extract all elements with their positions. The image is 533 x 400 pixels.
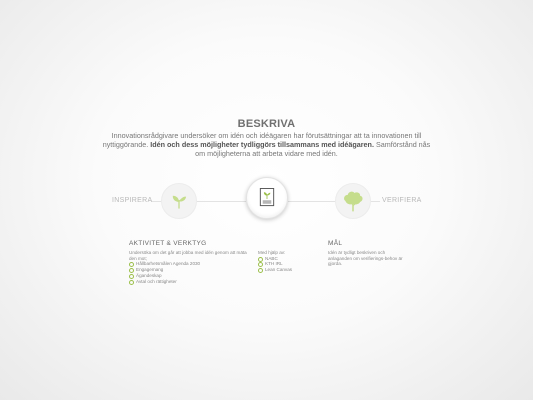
bullet-circle-icon bbox=[258, 268, 263, 273]
activity-heading: AKTIVITET & VERKTYG bbox=[129, 240, 207, 247]
list-item-label: Lean Canvas bbox=[265, 267, 293, 273]
step-label-inspirera: INSPIRERA bbox=[112, 197, 153, 204]
step-verifiera[interactable] bbox=[335, 183, 371, 219]
bullet-circle-icon bbox=[129, 280, 134, 285]
intro-paragraph bbox=[100, 131, 433, 158]
activity-list bbox=[129, 261, 247, 284]
step-label-verifiera: VERIFIERA bbox=[382, 197, 422, 204]
goal-column bbox=[328, 240, 408, 267]
activity-column bbox=[129, 240, 247, 284]
list-item-label: KTH IRL bbox=[265, 261, 283, 267]
list-item-label: Hållbarhetsmålen Agenda 2030 bbox=[136, 261, 201, 267]
step-beskriva[interactable] bbox=[246, 177, 288, 219]
help-column bbox=[258, 250, 318, 273]
connector-line bbox=[197, 201, 246, 202]
list-item-label: Engagemang bbox=[136, 266, 164, 272]
document-sprout-icon bbox=[247, 178, 287, 218]
sprout-icon bbox=[162, 184, 196, 218]
intro-text-before: Innovationsrådgivare undersöker om idén och idéägaren har förutsättningar att ta innovationen till nyttiggörande. bbox=[102, 131, 422, 149]
list-item bbox=[129, 279, 247, 285]
connector-line bbox=[288, 201, 335, 202]
step-inspirera[interactable] bbox=[161, 183, 197, 219]
goal-text: Idén är tydligt beskriven och anlaganden om verifierings-behov är gjorda. bbox=[328, 250, 403, 267]
list-item-label: Avtal och rättigheter bbox=[136, 278, 177, 284]
list-item bbox=[258, 267, 318, 273]
list-item-label: Ägandeskap bbox=[136, 272, 162, 278]
goal-heading: MÅL bbox=[328, 240, 343, 247]
intro-text-after: Samförstånd nås om möjligheterna att arbeta vidare med idén. bbox=[195, 140, 431, 158]
activity-text: Undersöka om det går att jobba med idén genom att mäta den mot; bbox=[129, 250, 247, 261]
help-list bbox=[258, 256, 318, 273]
connector-line bbox=[152, 201, 161, 202]
tree-icon bbox=[336, 184, 370, 218]
intro-bold-text: Idén och dess möjligheter tydliggörs tillsammans med idéägaren. bbox=[150, 140, 374, 149]
section-title: BESKRIVA bbox=[237, 118, 296, 130]
help-text: Med hjälp av: bbox=[258, 250, 286, 255]
connector-line bbox=[371, 201, 380, 202]
list-item-label: NABC bbox=[265, 255, 278, 261]
